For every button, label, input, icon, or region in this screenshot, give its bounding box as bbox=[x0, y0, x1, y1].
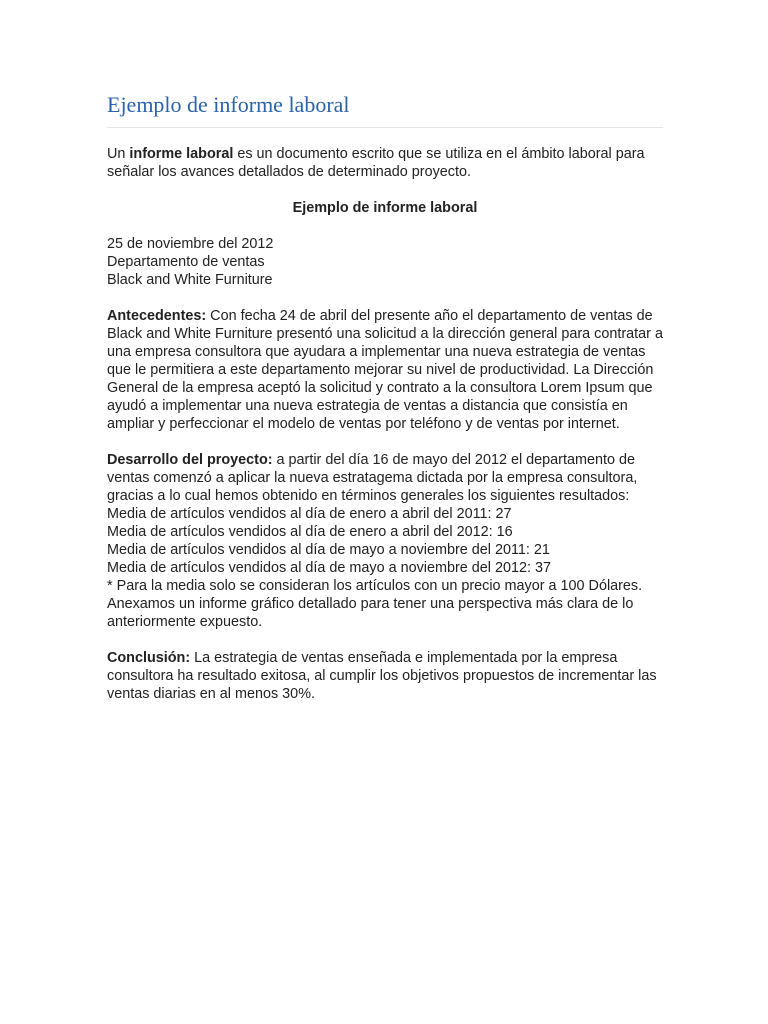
document-page bbox=[107, 90, 663, 703]
antecedentes-label: Antecedentes: bbox=[107, 308, 207, 324]
result-line: Media de artículos vendidos al día de mayo a noviembre del 2011: 21 bbox=[107, 542, 550, 558]
intro-prefix: Un bbox=[107, 146, 130, 162]
intro-paragraph bbox=[107, 145, 663, 181]
desarrollo-intro bbox=[107, 451, 663, 505]
annex-note: Anexamos un informe gráfico detallado para tener una perspectiva más clara de lo anteriormente expuesto. bbox=[107, 596, 634, 630]
report-header bbox=[107, 235, 663, 289]
antecedentes-text: Con fecha 24 de abril del presente año el departamento de ventas de Black and White Furniture presentó una solicitud a la dirección general para contratar a una empresa consultora que ayudara a implementar una nueva estrategia de ventas que le permitiera a este departamento mejorar su nivel de productividad. La Dirección General de la empresa aceptó la solicitud y contrato a la consultora Lorem Ipsum que ayudó a implementar una nueva estrategia de ventas a distancia que consistía en ampliar y perfeccionar el modelo de ventas por teléfono y de ventas por internet. bbox=[107, 308, 663, 432]
report-date: 25 de noviembre del 2012 bbox=[107, 236, 274, 252]
intro-rest: es un documento escrito que se utiliza en el ámbito laboral para señalar los avances detallados de determinado proyecto. bbox=[107, 146, 645, 180]
page-title: Ejemplo de informe laboral bbox=[107, 90, 663, 128]
desarrollo-text: a partir del día 16 de mayo del 2012 el departamento de ventas comenzó a aplicar la nueva estratagema dictada por la empresa consultora, gracias a lo cual hemos obtenido en términos generales los siguientes resultados: bbox=[107, 452, 638, 504]
report-company: Black and White Furniture bbox=[107, 272, 273, 288]
conclusion-paragraph bbox=[107, 649, 663, 703]
conclusion-text: La estrategia de ventas enseñada e implementada por la empresa consultora ha resultado exitosa, al cumplir los objetivos propuestos de incrementar las ventas diarias en al menos 30%. bbox=[107, 650, 657, 702]
report-subtitle: Ejemplo de informe laboral bbox=[292, 200, 478, 216]
desarrollo-paragraph bbox=[107, 451, 663, 631]
antecedentes-paragraph bbox=[107, 307, 663, 433]
result-line: Media de artículos vendidos al día de enero a abril del 2012: 16 bbox=[107, 524, 513, 540]
result-line: Media de artículos vendidos al día de enero a abril del 2011: 27 bbox=[107, 506, 512, 522]
desarrollo-label: Desarrollo del proyecto: bbox=[107, 452, 273, 468]
conclusion-label: Conclusión: bbox=[107, 650, 191, 666]
result-line: Media de artículos vendidos al día de mayo a noviembre del 2012: 37 bbox=[107, 560, 551, 576]
intro-bold-term: informe laboral bbox=[129, 146, 234, 162]
price-note: * Para la media solo se consideran los artículos con un precio mayor a 100 Dólares. bbox=[107, 578, 643, 594]
report-department: Departamento de ventas bbox=[107, 254, 265, 270]
